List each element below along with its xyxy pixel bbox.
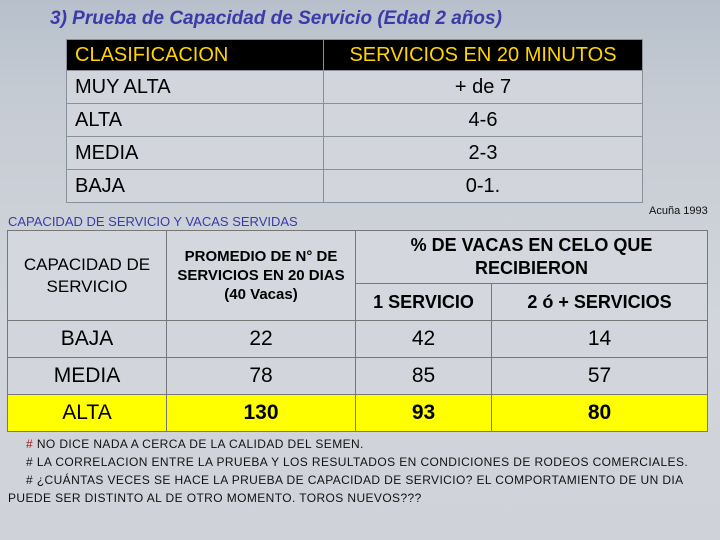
- service-table: [7, 230, 708, 432]
- note-text: LA CORRELACION ENTRE LA PRUEBA Y LOS RESULTADOS EN CONDICIONES DE RODEOS COMERCIALES.: [36, 455, 689, 469]
- one-service-cell: 85: [356, 358, 492, 395]
- hash-mark: #: [26, 473, 34, 487]
- class-cell: MEDIA: [67, 137, 324, 170]
- header-capacity: CAPACIDAD DE SERVICIO: [8, 231, 167, 321]
- capacity-cell: MEDIA: [8, 358, 167, 395]
- average-cell: 22: [167, 321, 356, 358]
- class-cell: MUY ALTA: [67, 71, 324, 104]
- slide-title: 3) Prueba de Capacidad de Servicio (Edad 2 años): [50, 8, 502, 29]
- average-cell: 78: [167, 358, 356, 395]
- classification-table: [66, 39, 643, 203]
- services-cell: + de 7: [324, 71, 643, 104]
- hash-mark: #: [26, 455, 34, 469]
- table-row: [67, 170, 643, 203]
- section-subtitle: CAPACIDAD DE SERVICIO Y VACAS SERVIDAS: [8, 214, 298, 229]
- classification-header-row: [67, 40, 643, 71]
- one-service-cell: 42: [356, 321, 492, 358]
- note-3: [8, 471, 713, 507]
- services-cell: 0-1.: [324, 170, 643, 203]
- service-header-row: [8, 231, 708, 284]
- table-row: [67, 104, 643, 137]
- header-one-service: 1 SERVICIO: [356, 284, 492, 321]
- note-text: NO DICE NADA A CERCA DE LA CALIDAD DEL SEMEN.: [36, 437, 364, 451]
- table-row: [8, 321, 708, 358]
- table-row: [67, 71, 643, 104]
- notes: [8, 435, 713, 507]
- header-average: PROMEDIO DE N° DE SERVICIOS EN 20 DIAS (40 Vacas): [167, 231, 356, 321]
- header-clasificacion: CLASIFICACION: [67, 40, 324, 71]
- hash-mark: #: [26, 437, 34, 451]
- table-row: [8, 358, 708, 395]
- citation: Acuña 1993: [649, 205, 708, 217]
- header-two-services: 2 ó + SERVICIOS: [492, 284, 708, 321]
- services-cell: 4-6: [324, 104, 643, 137]
- two-services-cell: 57: [492, 358, 708, 395]
- header-servicios: SERVICIOS EN 20 MINUTOS: [324, 40, 643, 71]
- two-services-cell: 80: [492, 395, 708, 432]
- note-2: [8, 453, 713, 471]
- note-1: [8, 435, 713, 453]
- class-cell: BAJA: [67, 170, 324, 203]
- capacity-cell: ALTA: [8, 395, 167, 432]
- class-cell: ALTA: [67, 104, 324, 137]
- table-row: [67, 137, 643, 170]
- two-services-cell: 14: [492, 321, 708, 358]
- header-percent: % DE VACAS EN CELO QUE RECIBIERON: [356, 231, 708, 284]
- capacity-cell: BAJA: [8, 321, 167, 358]
- note-text: ¿CUÁNTAS VECES SE HACE LA PRUEBA DE CAPACIDAD DE SERVICIO? EL COMPORTAMIENTO DE UN DIA PUEDE SER DISTINTO AL DE OTRO MOMENTO. TOROS NUEVOS???: [8, 473, 683, 505]
- services-cell: 2-3: [324, 137, 643, 170]
- table-row-highlight: [8, 395, 708, 432]
- one-service-cell: 93: [356, 395, 492, 432]
- average-cell: 130: [167, 395, 356, 432]
